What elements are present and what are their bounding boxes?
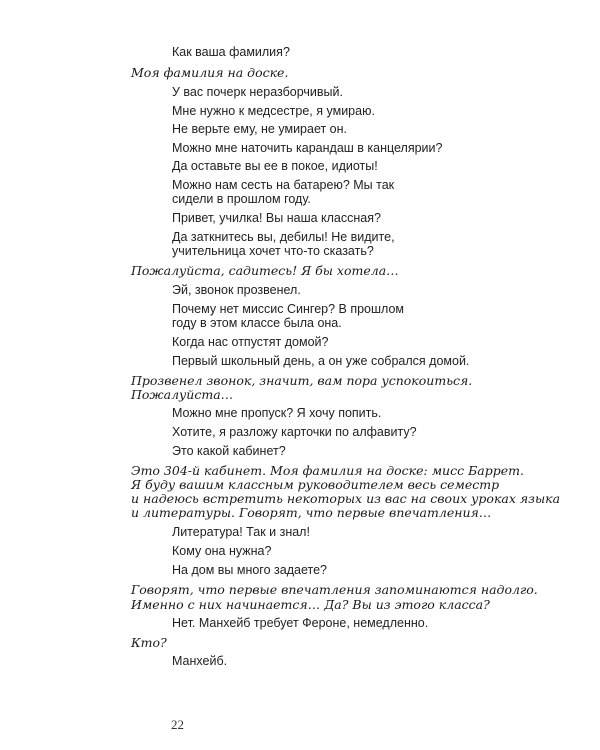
student-line: Как ваша фамилия? [172, 45, 290, 59]
student-line: Да заткнитесь вы, дебилы! Не видите, [172, 230, 395, 244]
teacher-line: Именно с них начинается… Да? Вы из этого класса? [131, 597, 490, 612]
page-number: 22 [171, 717, 184, 732]
student-line: Первый школьный день, а он уже собрался домой. [172, 354, 470, 368]
student-line: Это какой кабинет? [172, 444, 286, 458]
student-line: На дом вы много задаете? [172, 563, 327, 577]
teacher-line: Моя фамилия на доске. [131, 65, 289, 80]
student-line: У вас почерк неразборчивый. [172, 85, 343, 99]
student-line: Не верьте ему, не умирает он. [172, 122, 348, 136]
student-line: Можно нам сесть на батарею? Мы так [172, 178, 395, 192]
teacher-line: и надеюсь встретить некоторых из вас на своих уроках языка [131, 491, 561, 506]
teacher-line: Пожалуйста, садитесь! Я бы хотела… [131, 263, 399, 278]
student-line: Манхейб. [172, 654, 228, 668]
student-line: Когда нас отпустят домой? [172, 335, 329, 349]
student-line: Мне нужно к медсестре, я умираю. [172, 104, 375, 118]
student-line: Можно мне наточить карандаш в канцелярии? [172, 141, 443, 155]
student-line: Кому она нужна? [172, 544, 272, 558]
student-line: году в этом классе была она. [172, 316, 342, 330]
student-line: Нет. Манхейб требует Фероне, немедленно. [172, 616, 429, 630]
teacher-line: Кто? [131, 635, 167, 650]
student-line: учительница хочет что-то сказать? [172, 244, 374, 258]
student-line: Эй, звонок прозвенел. [172, 283, 301, 297]
student-line: Да оставьте вы ее в покое, идиоты! [172, 159, 378, 173]
teacher-line: Я буду вашим классным руководителем весь семестр [131, 477, 500, 492]
teacher-line: Это 304-й кабинет. Моя фамилия на доске: мисс Баррет. [131, 463, 524, 478]
student-line: Почему нет миссис Сингер? В прошлом [172, 302, 405, 316]
teacher-line: Пожалуйста… [131, 387, 234, 402]
student-line: Можно мне пропуск? Я хочу попить. [172, 406, 382, 420]
student-line: сидели в прошлом году. [172, 192, 311, 206]
teacher-line: и литературы. Говорят, что первые впечатления… [131, 505, 492, 520]
student-line: Привет, училка! Вы наша классная? [172, 211, 381, 225]
teacher-line: Прозвенел звонок, значит, вам пора успокоиться. [131, 373, 473, 388]
teacher-line: Говорят, что первые впечатления запоминаются надолго. [131, 582, 538, 597]
student-line: Хотите, я разложу карточки по алфавиту? [172, 425, 417, 439]
student-line: Литература! Так и знал! [172, 525, 310, 539]
